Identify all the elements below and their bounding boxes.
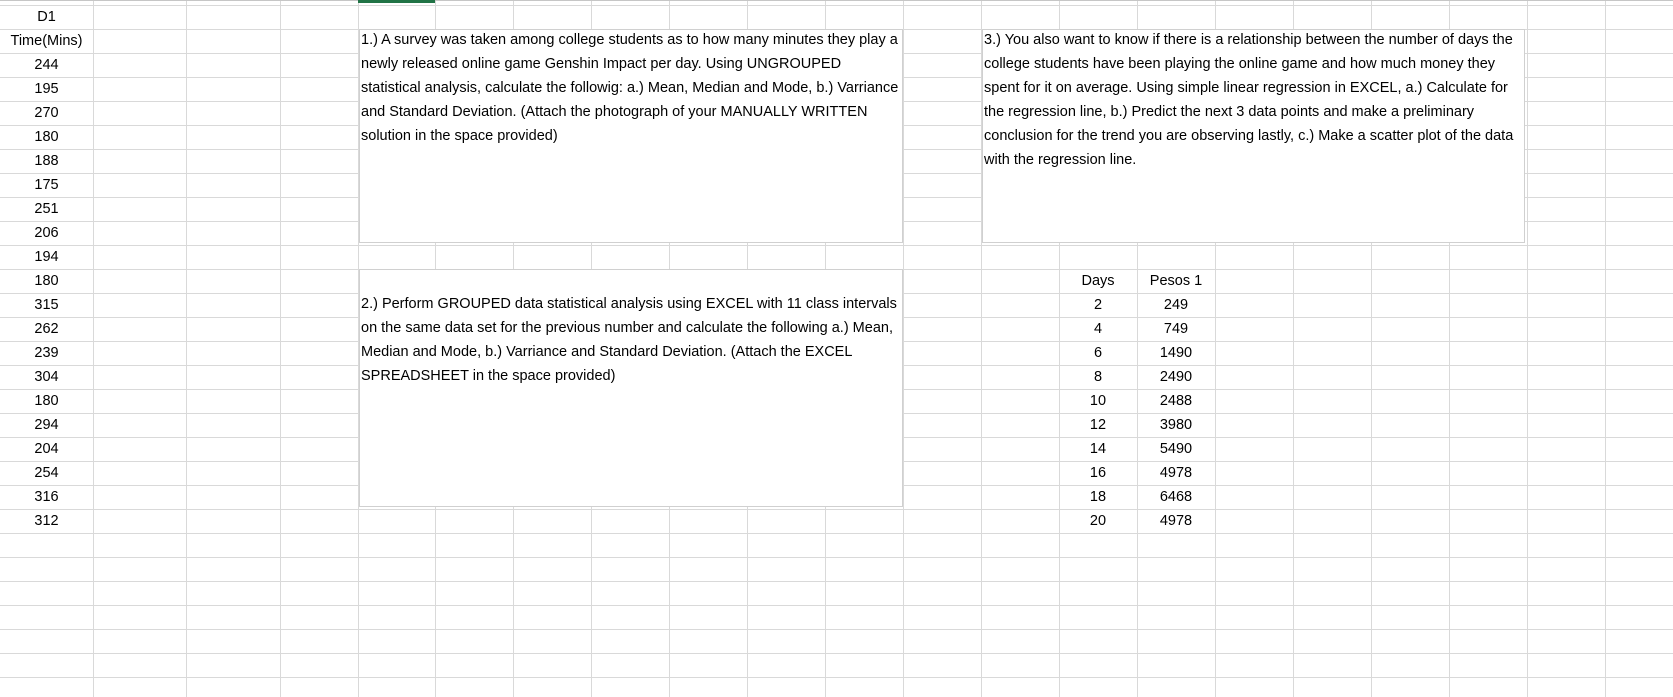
pesos-value-cell[interactable]: 249 [1163, 297, 1189, 313]
time-value-cell[interactable]: 180 [34, 273, 59, 289]
days-header[interactable]: Days [1081, 273, 1115, 289]
sheet-top-border [0, 0, 1673, 1]
days-value-cell[interactable]: 14 [1089, 441, 1107, 457]
days-value-cell[interactable]: 8 [1093, 369, 1103, 385]
pesos-value-cell[interactable]: 2488 [1159, 393, 1193, 409]
time-value-cell[interactable]: 304 [34, 369, 59, 385]
time-value-cell[interactable]: 194 [34, 249, 59, 265]
pesos-header[interactable]: Pesos 1 [1149, 273, 1203, 289]
time-value-cell[interactable]: 294 [34, 417, 59, 433]
cell-a1-label[interactable]: Time(Mins) [10, 33, 83, 49]
time-value-cell[interactable]: 239 [34, 345, 59, 361]
pesos-value-cell[interactable]: 3980 [1159, 417, 1193, 433]
question-2-text[interactable]: 2.) Perform GROUPED data statistical analysis using EXCEL with 11 class intervals on the same data set for the previous number and calculate the following a.) Mean, Median and Mode, b.) Varriance and Standard Deviation. (Attach the EXCEL SPREADSHEET in the space provided) [361, 296, 897, 384]
days-value-cell[interactable]: 4 [1093, 321, 1103, 337]
time-value-cell[interactable]: 180 [34, 393, 59, 409]
question-3-text[interactable]: 3.) You also want to know if there is a relationship between the number of days the college students have been playing the online game and how much money they spent for it on average. Using simple linear regression in EXCEL, a.) Calculate for the regression line, b.) Predict the next 3 data points and make a preliminary conclusion for the trend you are observing lastly, c.) Make a scatter plot of the data with the regression line. [984, 32, 1514, 168]
pesos-value-cell[interactable]: 1490 [1159, 345, 1193, 361]
cell-a0[interactable]: D1 [37, 9, 56, 25]
time-value-cell[interactable]: 262 [34, 321, 59, 337]
time-value-cell[interactable]: 315 [34, 297, 59, 313]
time-value-cell[interactable]: 188 [34, 153, 59, 169]
days-value-cell[interactable]: 6 [1093, 345, 1103, 361]
days-value-cell[interactable]: 10 [1089, 393, 1107, 409]
pesos-value-cell[interactable]: 5490 [1159, 441, 1193, 457]
time-value-cell[interactable]: 195 [34, 81, 59, 97]
time-value-cell[interactable]: 180 [34, 129, 59, 145]
days-value-cell[interactable]: 20 [1089, 513, 1107, 529]
pesos-value-cell[interactable]: 4978 [1159, 465, 1193, 481]
days-value-cell[interactable]: 18 [1089, 489, 1107, 505]
question-1-text[interactable]: 1.) A survey was taken among college students as to how many minutes they play a newly released online game Genshin Impact per day. Using UNGROUPED statistical analysis, calculate the followig: a.) Mean, Median and Mode, b.) Varriance and Standard Deviation. (Attach the photograph of your MANUALLY WRITTEN solution in the space provided) [361, 32, 899, 144]
pesos-value-cell[interactable]: 2490 [1159, 369, 1193, 385]
time-value-cell[interactable]: 316 [34, 489, 59, 505]
time-value-cell[interactable]: 175 [34, 177, 59, 193]
time-value-cell[interactable]: 312 [34, 513, 59, 529]
time-value-cell[interactable]: 270 [34, 105, 59, 121]
time-value-cell[interactable]: 206 [34, 225, 59, 241]
selected-column-marker [358, 0, 435, 3]
time-value-cell[interactable]: 204 [34, 441, 59, 457]
days-value-cell[interactable]: 12 [1089, 417, 1107, 433]
time-value-cell[interactable]: 244 [34, 57, 59, 73]
days-value-cell[interactable]: 2 [1093, 297, 1103, 313]
pesos-value-cell[interactable]: 749 [1163, 321, 1189, 337]
time-value-cell[interactable]: 251 [34, 201, 59, 217]
pesos-value-cell[interactable]: 4978 [1159, 513, 1193, 529]
time-value-cell[interactable]: 254 [34, 465, 59, 481]
days-value-cell[interactable]: 16 [1089, 465, 1107, 481]
pesos-value-cell[interactable]: 6468 [1159, 489, 1193, 505]
